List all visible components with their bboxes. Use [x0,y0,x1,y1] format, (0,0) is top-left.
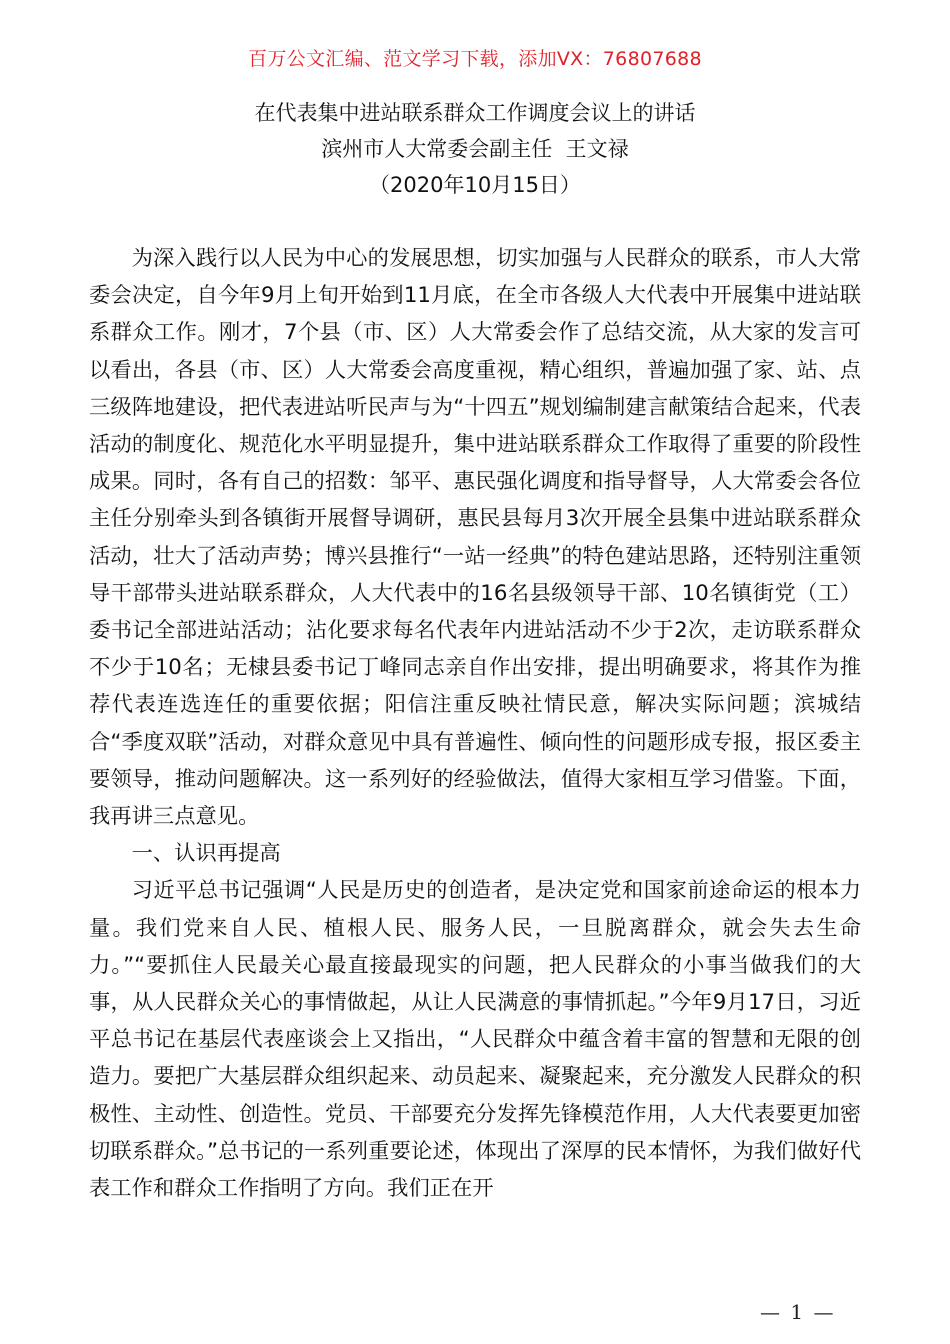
document-header [0,95,950,203]
speech-date: （2020年10月15日） [369,173,581,197]
speaker-line: 滨州市人大常委会副主任 王文禄 [321,137,629,161]
section-heading: 一、认识再提高 [131,841,281,867]
document-body [89,240,861,1207]
page-number: — 1 — [760,1300,836,1324]
paragraph: 为深入践行以人民为中心的发展思想，切实加强与人民群众的联系，市人大常委会决定，自今年9月上旬开始到11月底，在全市各级人大代表中开展集中进站联系群众工作。刚才，7个县（市、区）人大常委会作了总结交流，从大家的发言可以看出，各县（市、区）人大常委会高度重视，精心组织，普遍加强了家、站、点三级阵地建设，把代表进站听民声与为“十四五”规划编制建言献策结合起来，代表活动的制度化、规范化水平明显提升，集中进站联系群众工作取得了重要的阶段性成果。同时，各有自己的招数：邹平、惠民强化调度和指导督导，人大常委会各位主任分别牵头到各镇街开展督导调研，惠民县每月3次开展全县集中进站联系群众活动，壮大了活动声势；博兴县推行“一站一经典”的特色建站思路，还特别注重领导干部带头进站联系群众，人大代表中的16名县级领导干部、10名镇街党（工）委书记全部进站活动；沾化要求每名代表年内进站活动不少于2次，走访联系群众不少于10名；无棣县委书记丁峰同志亲自作出安排，提出明确要求，将其作为推荐代表连选连任的重要依据；阳信注重反映社情民意，解决实际问题；滨城结合“季度双联”活动，对群众意见中具有普遍性、倾向性的问题形成专报，报区委主要领导，推动问题解决。这一系列好的经验做法，值得大家相互学习借鉴。下面，我再讲三点意见。 [89,246,861,830]
document-title: 在代表集中进站联系群众工作调度会议上的讲话 [254,101,696,125]
promo-banner: 百万公文汇编、范文学习下载，添加VX：76807688 [248,48,702,70]
paragraph: 习近平总书记强调“人民是历史的创造者，是决定党和国家前途命运的根本力量。我们党来自人民、植根人民、服务人民，一旦脱离群众，就会失去生命力。”“要抓住人民最关心最直接最现实的问题，把人民群众的小事当做我们的大事，从人民群众关心的事情做起，从让人民满意的事情抓起。”今年9月17日，习近平总书记在基层代表座谈会上又指出，“人民群众中蕴含着丰富的智慧和无限的创造力。要把广大基层群众组织起来、动员起来、凝聚起来，充分激发人民群众的积极性、主动性、创造性。党员、干部要充分发挥先锋模范作用，人大代表要更加密切联系群众。”总书记的一系列重要论述，体现出了深厚的民本情怀，为我们做好代表工作和群众工作指明了方向。我们正在开 [89,878,861,1202]
